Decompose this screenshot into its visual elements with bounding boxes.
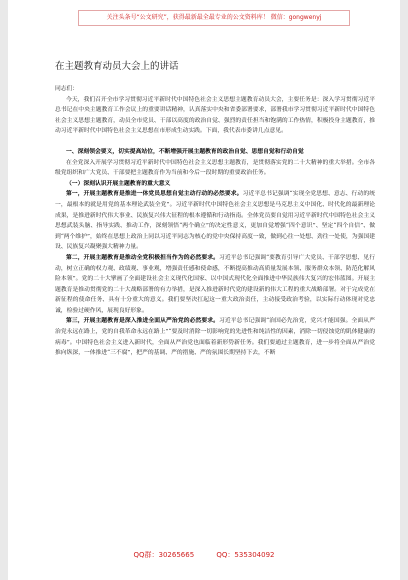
document-title: 在主题教育动员大会上的讲话	[55, 61, 179, 72]
paragraph-lead: 第二，开展主题教育是推动全党积极担当作为的必然要求。	[66, 254, 220, 261]
paragraph-text: 习近平总书记强调“实现全党思想、意志、行动的统一，最根本的就是用党的基本理论武装全党”。习近平新时代中国特色社会主义思想是马克思主义中国化、时代化的最新理论成果，是推进新时代伟大事业、民族复兴伟大征程的根本遵循和行动指南。全体党员要自觉用习近平新时代中国特色社会主义思想武装头脑、指导实践、推动工作，深刻领悟“两个确立”的决定性意义，更加自觉增强“四个意识”、坚定“四个自信”、做到“两个维护”，始终在思想上政治上同以习近平同志为核心的党中央保持高度一致，做到心往一处想、劲往一处使，为强国建设、民族复兴凝聚强大精神力量。	[55, 191, 375, 251]
contact-footer	[8, 550, 400, 560]
paragraph-lead: 第三，开展主题教育是深入推进全面从严治党的必然要求。	[66, 318, 220, 325]
promo-banner[interactable]: 关注头条号“公文研究”，获得最新最全最专业的公文资料库！ 微信：gongwenyj	[78, 10, 350, 26]
body-paragraph-1	[55, 189, 375, 253]
paragraph-text: 习近平总书记强调“要教育引导广大党员、干部学思想、见行动，树立正确的权力观、政绩观、事业观，增强责任感和使命感，不断提高推动高质量发展本领、服务群众本领、防范化解风险本领”。党的二十大擘画了全面建设社会主义现代化国家、以中国式现代化全面推进中华民族伟大复兴的宏伟蓝图。开展主题教育是推动贯彻党的二十大战略部署的有力举措，是深入推进新时代党的建设新的伟大工程的重大战略部署。对于完成党在新征程的使命任务、具有十分重大的意义。我们要坚决扛起这一重大政治责任，主动接受政治考验，以实际行动体现对党忠诚，检验过硬作风，展现良好形象。	[55, 254, 375, 314]
document-page	[8, 0, 400, 580]
body-paragraph-3	[55, 316, 375, 358]
sub-heading: （一）深刻认识开展主题教育的重大意义	[66, 180, 171, 187]
body-paragraph-2	[55, 253, 375, 317]
paragraph-text: 习近平总书记强调“治国必先治党，党兴才能国强。全面从严治党永远在路上，党的自我革命永远在路上”“要及时消除一切影响党的先进性和纯洁性的因素，消除一切侵蚀党的肌体健康的病毒”。中国特色社会主义进入新时代，全面从严治党也面临着新形势新任务。我们要通过主题教育，进一步将全面从严治党推向纵深，一体推进“三不腐”，把严的基调、严的措施、严的氛围长期坚持下去，不断	[55, 318, 375, 357]
paragraph-lead: 第一，开展主题教育是推进一体党员思想自觉主动行动的必然要求。	[66, 191, 243, 198]
qq-contact: QQ：535304092	[216, 551, 275, 559]
qq-group: QQ群：30265665	[133, 551, 195, 559]
section-paragraph: 在全党深入开展学习贯彻习近平新时代中国特色社会主义思想主题教育，是贯彻落实党的二十大精神的重大举措。全市各级党组织和广大党员、干部要把主题教育作为当前和今后一段时期的重要政治任务。	[55, 159, 375, 177]
document-body	[55, 84, 375, 359]
intro-paragraph: 今天，我们召开全市学习贯彻习近平新时代中国特色社会主义思想主题教育动员大会，主要任务是：深入学习贯彻习近平总书记在中央主题教育工作会议上的重要讲话精神，认真落实中央和省委部署要求，部署我市学习贯彻习近平新时代中国特色社会主义思想主题教育，动员全市党员、干部以高度的政治自觉、强烈的责任担当和饱满的工作热情，积极投身主题教育，推动习近平新时代中国特色社会主义思想在市形成生动实践。下面，我代表市委讲几点意见。	[55, 96, 375, 135]
salutation: 同志们：	[55, 86, 79, 92]
section-heading: 一、深刻领会要义，切实提高站位，不断增强开展主题教育的政治自觉、思想自觉和行动自觉	[66, 148, 304, 155]
